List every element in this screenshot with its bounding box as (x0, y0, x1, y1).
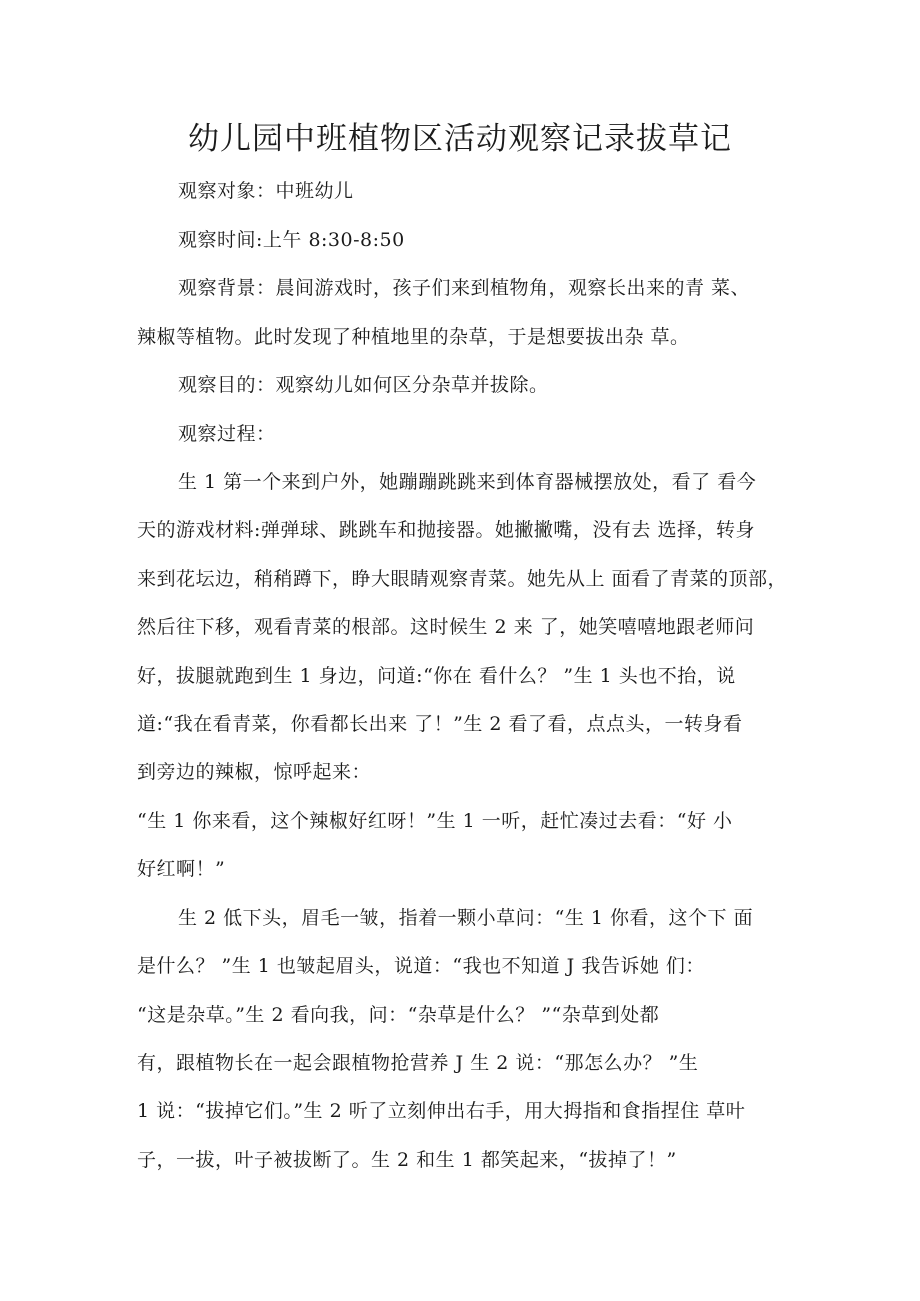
para3-line: 有，跟植物长在一起会跟植物抢营养 J 生 2 说：“那怎么办？ ”生 (137, 1052, 699, 1074)
observation-time: 观察时间:上午 8:30-8:50 (178, 229, 405, 251)
para1-line: 到旁边的辣椒，惊呼起来： (137, 761, 372, 783)
observation-target: 观察对象：中班幼儿 (178, 180, 354, 202)
para1-line: 来到花坛边，稍稍蹲下，睁大眼睛观察青菜。她先从上 面看了青菜的顶部， (137, 568, 788, 590)
para3-line: 1 说：“拔掉它们。”生 2 听了立刻伸出右手，用大拇指和食指捏住 草叶 (137, 1100, 746, 1122)
para1-line: 生 1 第一个来到户外，她蹦蹦跳跳来到体育器械摆放处，看了 看今 (178, 471, 757, 493)
para3-line: 是什么？ ”生 1 也皱起眉头，说道：“我也不知道 J 我告诉她 们： (137, 955, 705, 977)
para2-line: “生 1 你来看，这个辣椒好红呀！”生 1 一听，赶忙凑过去看：“好 小 (137, 810, 733, 832)
para2-line: 好红啊！” (137, 858, 226, 880)
para1-line: 好，拔腿就跑到生 1 身边，问道:“你在 看什么？ ”生 1 头也不抬，说 (137, 665, 736, 687)
observation-purpose: 观察目的：观察幼儿如何区分杂草并拔除。 (178, 374, 549, 396)
para1-line: 然后往下移，观看青菜的根部。这时候生 2 来 了，她笑嘻嘻地跟老师问 (137, 616, 755, 638)
observation-background-line-1: 观察背景：晨间游戏时，孩子们来到植物角，观察长出来的青 菜、 (178, 277, 751, 299)
para1-line: 道:“我在看青菜，你看都长出来 了！”生 2 看了看，点点头，一转身看 (137, 713, 743, 735)
para3-line: 生 2 低下头，眉毛一皱，指着一颗小草问：“生 1 你看，这个下 面 (178, 907, 754, 929)
observation-process-heading: 观察过程： (178, 423, 276, 445)
para3-line: “这是杂草。”生 2 看向我，问：“杂草是什么？ ”“杂草到处都 (137, 1004, 660, 1026)
observation-background-line-2: 辣椒等植物。此时发现了种植地里的杂草，于是想要拔出杂 草。 (137, 326, 690, 348)
document-title: 幼儿园中班植物区活动观察记录拔草记 (188, 121, 732, 157)
para1-line: 天的游戏材料:弹弹球、跳跳车和抛接器。她撇撇嘴，没有去 选择，转身 (137, 519, 755, 541)
para3-line: 子，一拔，叶子被拔断了。生 2 和生 1 都笑起来，“拔掉了！” (137, 1149, 677, 1171)
